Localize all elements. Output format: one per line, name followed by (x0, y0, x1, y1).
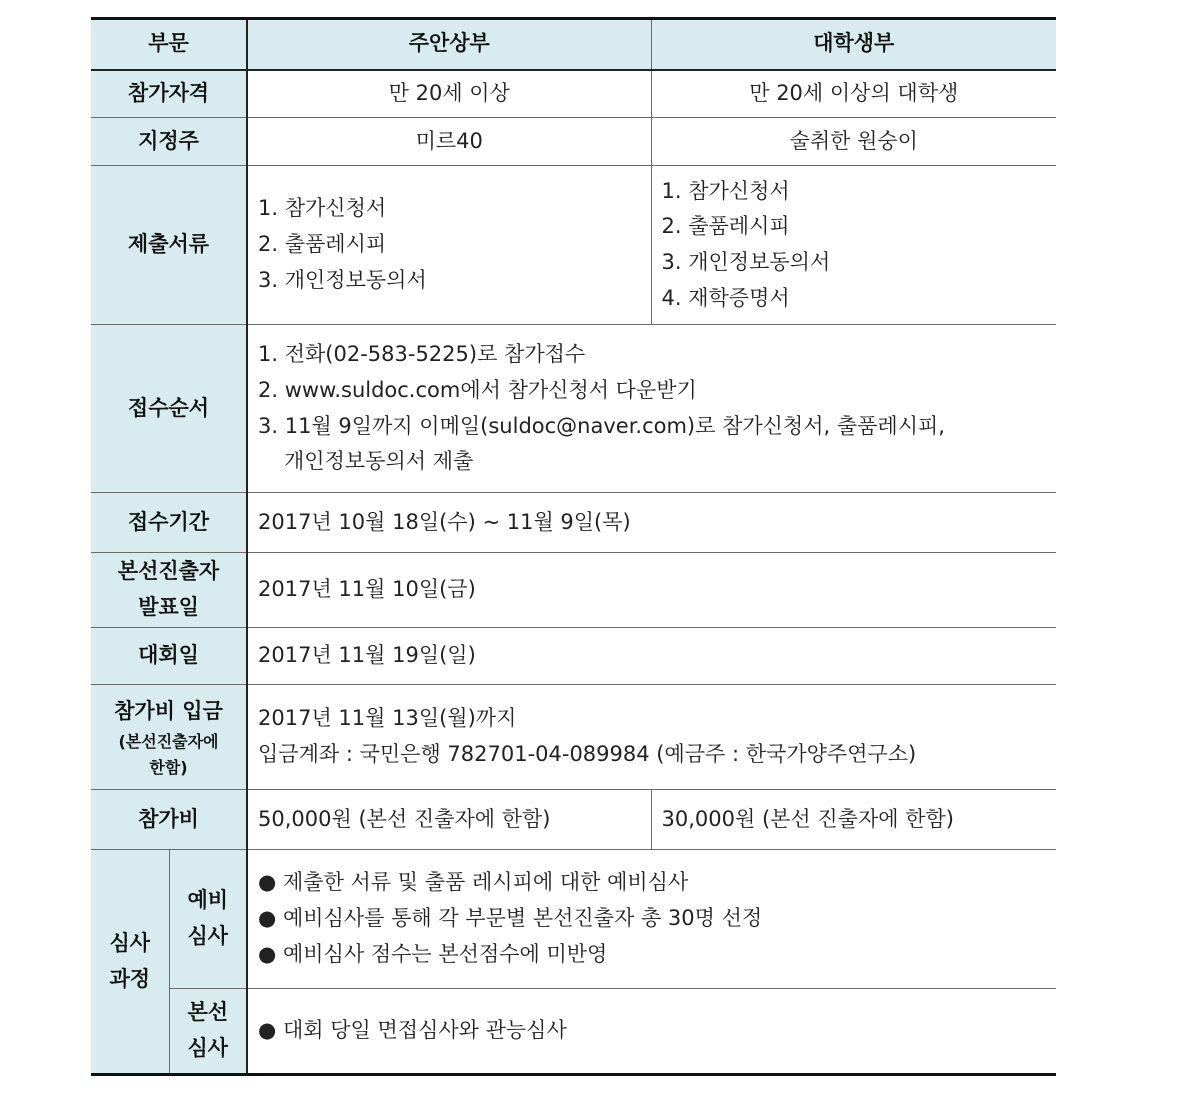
header-row (91, 19, 1056, 70)
label-deposit (91, 685, 247, 790)
label-review-1: 심사 (109, 930, 151, 955)
contest-value: 2017년 11월 19일(일) (247, 628, 1056, 685)
label-procedure: 접수순서 (91, 325, 247, 493)
documents-a (247, 166, 651, 325)
label-announce-1: 본선진출자 (117, 559, 220, 584)
contest-info-table (91, 17, 1056, 1076)
label-contest: 대회일 (91, 628, 247, 685)
procedure-item: 1. 전화(02-583-5225)로 참가접수 (258, 342, 586, 367)
doc-a-item: 2. 출품레시피 (258, 232, 387, 257)
documents-b (651, 166, 1056, 325)
prelim-item: ● 제출한 서류 및 출품 레시피에 대한 예비심사 (258, 870, 689, 895)
label-deposit-sub2: 한함) (149, 757, 188, 777)
row-fee (91, 790, 1056, 850)
qualification-a: 만 20세 이상 (247, 70, 651, 118)
procedure-content (247, 325, 1056, 493)
doc-b-item: 1. 참가신청서 (661, 178, 790, 203)
header-division-b: 대학생부 (651, 19, 1056, 70)
label-period: 접수기간 (91, 493, 247, 553)
procedure-item-cont: 개인정보동의서 제출 (284, 449, 474, 474)
row-review-final (91, 989, 1056, 1075)
final-item: ● 대회 당일 면접심사와 관능심사 (258, 1018, 567, 1043)
row-contest (91, 628, 1056, 685)
doc-b-item: 3. 개인정보동의서 (661, 250, 831, 274)
row-qualification (91, 70, 1056, 118)
header-division-a: 주안상부 (247, 19, 651, 70)
prelim-content (247, 850, 1056, 989)
doc-a-item: 3. 개인정보동의서 (258, 267, 427, 292)
doc-a-item: 1. 참가신청서 (258, 196, 387, 221)
row-deposit (91, 685, 1056, 790)
designated-a: 미르40 (247, 118, 651, 166)
prelim-item: ● 예비심사 점수는 본선점수에 미반영 (258, 941, 608, 966)
label-documents: 제출서류 (91, 166, 247, 325)
procedure-item: 3. 11월 9일까지 이메일(suldoc@naver.com)로 참가신청서, 출품레시피, (258, 413, 945, 438)
deposit-deadline: 2017년 11월 13일(월)까지 (258, 706, 517, 731)
designated-b: 술취한 원숭이 (651, 118, 1056, 166)
qualification-b: 만 20세 이상의 대학생 (651, 70, 1056, 118)
row-period (91, 493, 1056, 553)
row-documents (91, 166, 1056, 325)
header-category: 부문 (91, 19, 247, 70)
label-deposit-sub1: (본선진출자에 (118, 732, 219, 752)
deposit-value (247, 685, 1056, 790)
prelim-item: ● 예비심사를 통해 각 부문별 본선진출자 총 30명 선정 (258, 906, 763, 931)
label-deposit-main: 참가비 입금 (114, 698, 223, 723)
label-final-1: 본선 (187, 1000, 229, 1025)
label-final-2: 심사 (187, 1036, 229, 1060)
deposit-account: 입금계좌 : 국민은행 782701-04-089984 (예금주 : 한국가양주연구소) (258, 742, 917, 766)
fee-b: 30,000원 (본선 진출자에 한함) (651, 790, 1056, 850)
doc-b-item: 4. 재학증명서 (661, 285, 790, 310)
fee-a: 50,000원 (본선 진출자에 한함) (247, 790, 651, 850)
row-announce (91, 553, 1056, 628)
label-announce (91, 553, 247, 628)
label-prelim (169, 850, 247, 989)
doc-b-item: 2. 출품레시피 (661, 214, 790, 239)
label-prelim-2: 심사 (187, 924, 229, 948)
label-qualification: 참가자격 (91, 70, 247, 118)
final-content (247, 989, 1056, 1075)
label-announce-2: 발표일 (138, 595, 199, 619)
label-fee: 참가비 (91, 790, 247, 850)
procedure-item: 2. www.suldoc.com에서 참가신청서 다운받기 (258, 377, 697, 402)
row-procedure (91, 325, 1056, 493)
label-review-2: 과정 (109, 966, 151, 991)
period-value: 2017년 10월 18일(수) ~ 11월 9일(목) (247, 493, 1056, 553)
announce-value: 2017년 11월 10일(금) (247, 553, 1056, 628)
row-review-prelim (91, 850, 1056, 989)
label-designated: 지정주 (91, 118, 247, 166)
label-final (169, 989, 247, 1075)
label-review (91, 850, 169, 1075)
label-prelim-1: 예비 (187, 888, 229, 913)
row-designated (91, 118, 1056, 166)
